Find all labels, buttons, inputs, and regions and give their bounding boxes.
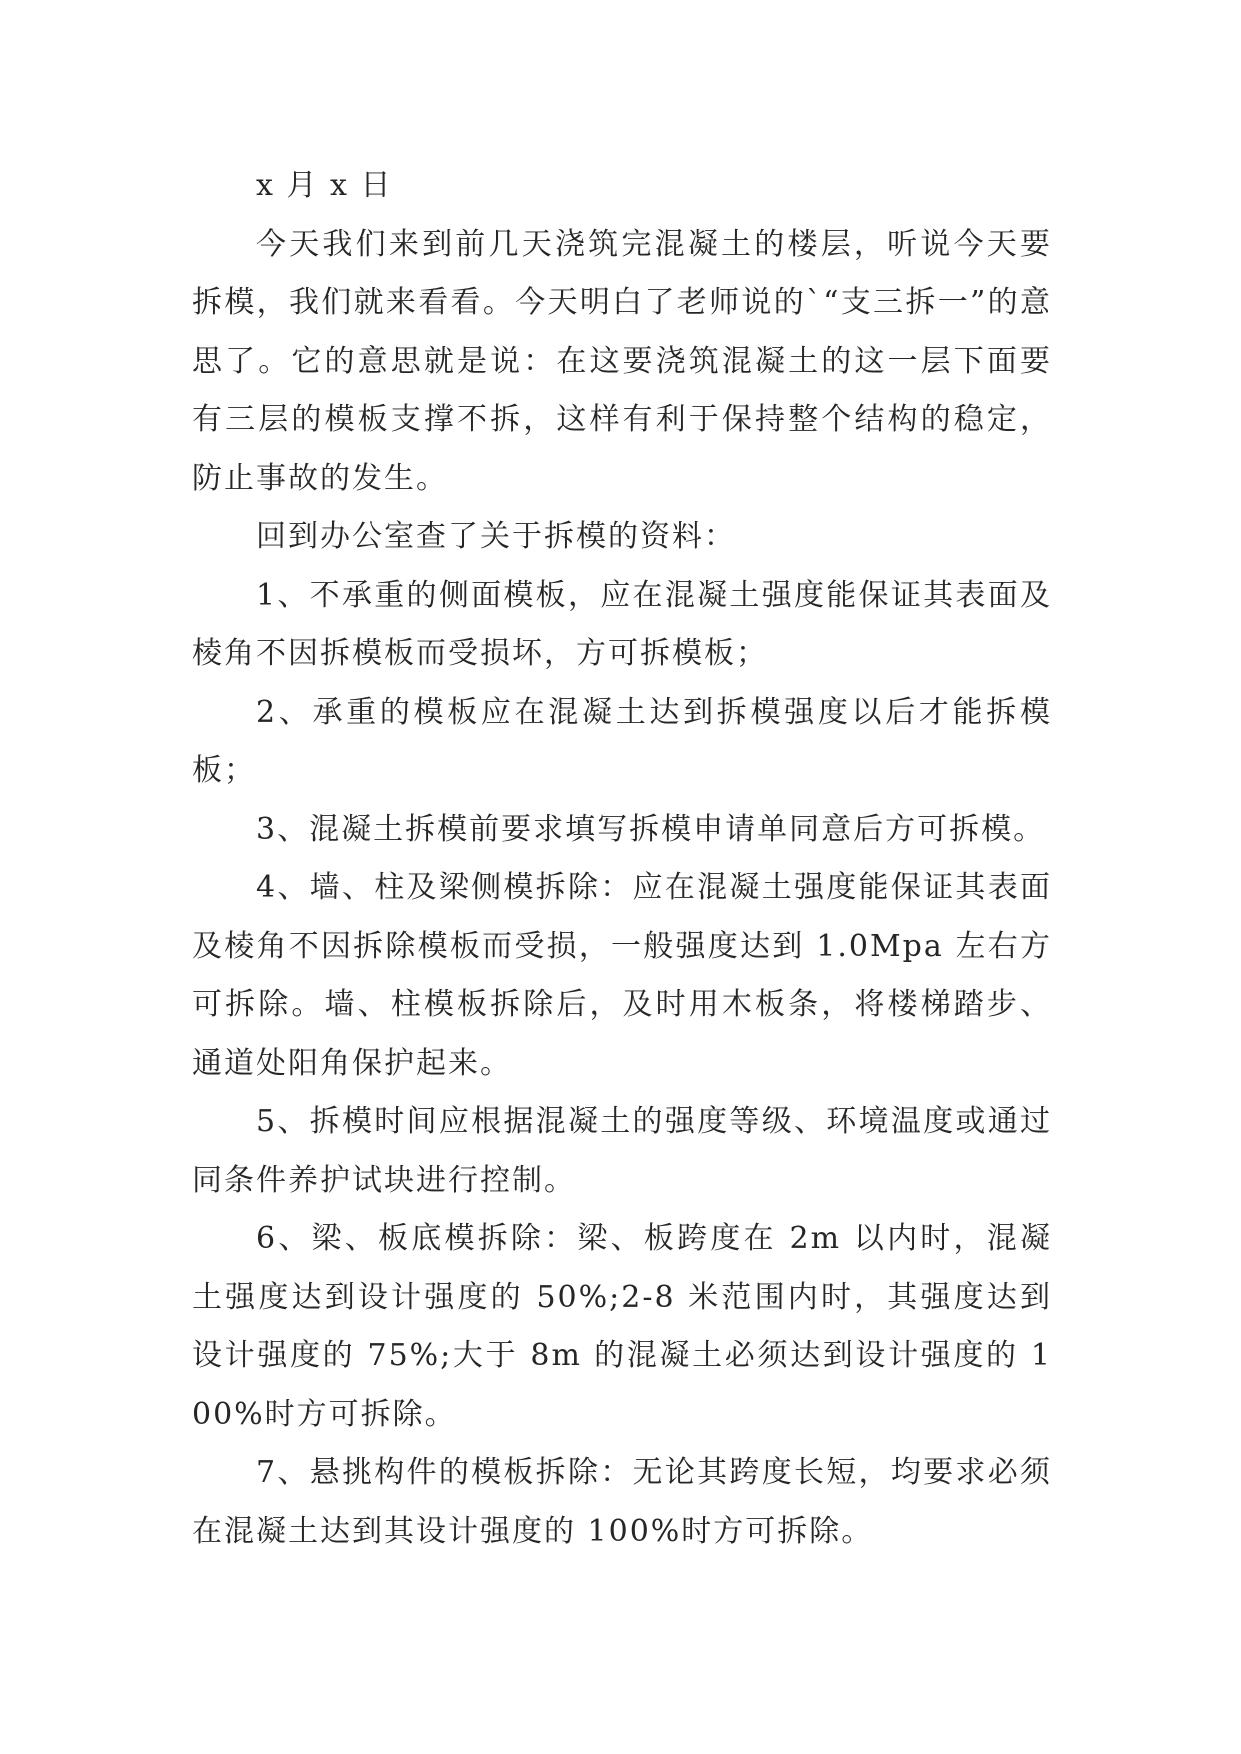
- date-line: x 月 x 日: [256, 168, 393, 203]
- list-item-6: 6、梁、板底模拆除：梁、板跨度在 2m 以内时，混凝土强度达到设计强度的 50%;2-8 米范围内时，其强度达到设计强度的 75%;大于 8m 的混凝土必须达到设计强度的 100%时方可拆除。: [192, 1221, 1052, 1432]
- paragraph-reference-heading: 回到办公室查了关于拆模的资料：: [256, 519, 736, 554]
- list-item-2: 2、承重的模板应在混凝土达到拆模强度以后才能拆模板；: [192, 694, 1052, 788]
- document-body: [192, 157, 1052, 1561]
- paragraph-intro: 今天我们来到前几天浇筑完混凝土的楼层，听说今天要拆模，我们就来看看。今天明白了老师说的`“支三拆一”的意思了。它的意思就是说：在这要浇筑混凝土的这一层下面要有三层的模板支撑不拆，这样有利于保持整个结构的稳定，防止事故的发生。: [192, 226, 1052, 496]
- list-item-7: 7、悬挑构件的模板拆除：无论其跨度长短，均要求必须在混凝土达到其设计强度的 100%时方可拆除。: [192, 1455, 1052, 1549]
- list-item-3: 3、混凝土拆模前要求填写拆模申请单同意后方可拆模。: [256, 811, 1046, 847]
- list-item-1: 1、不承重的侧面模板，应在混凝土强度能保证其表面及棱角不因拆模板而受损坏，方可拆模板；: [192, 577, 1052, 671]
- list-item-4: 4、墙、柱及梁侧模拆除：应在混凝土强度能保证其表面及棱角不因拆除模板而受损，一般强度达到 1.0Mpa 左右方可拆除。墙、柱模板拆除后，及时用木板条，将楼梯踏步、通道处阳角保护起来。: [192, 870, 1052, 1081]
- list-item-5: 5、拆模时间应根据混凝土的强度等级、环境温度或通过同条件养护试块进行控制。: [192, 1104, 1052, 1198]
